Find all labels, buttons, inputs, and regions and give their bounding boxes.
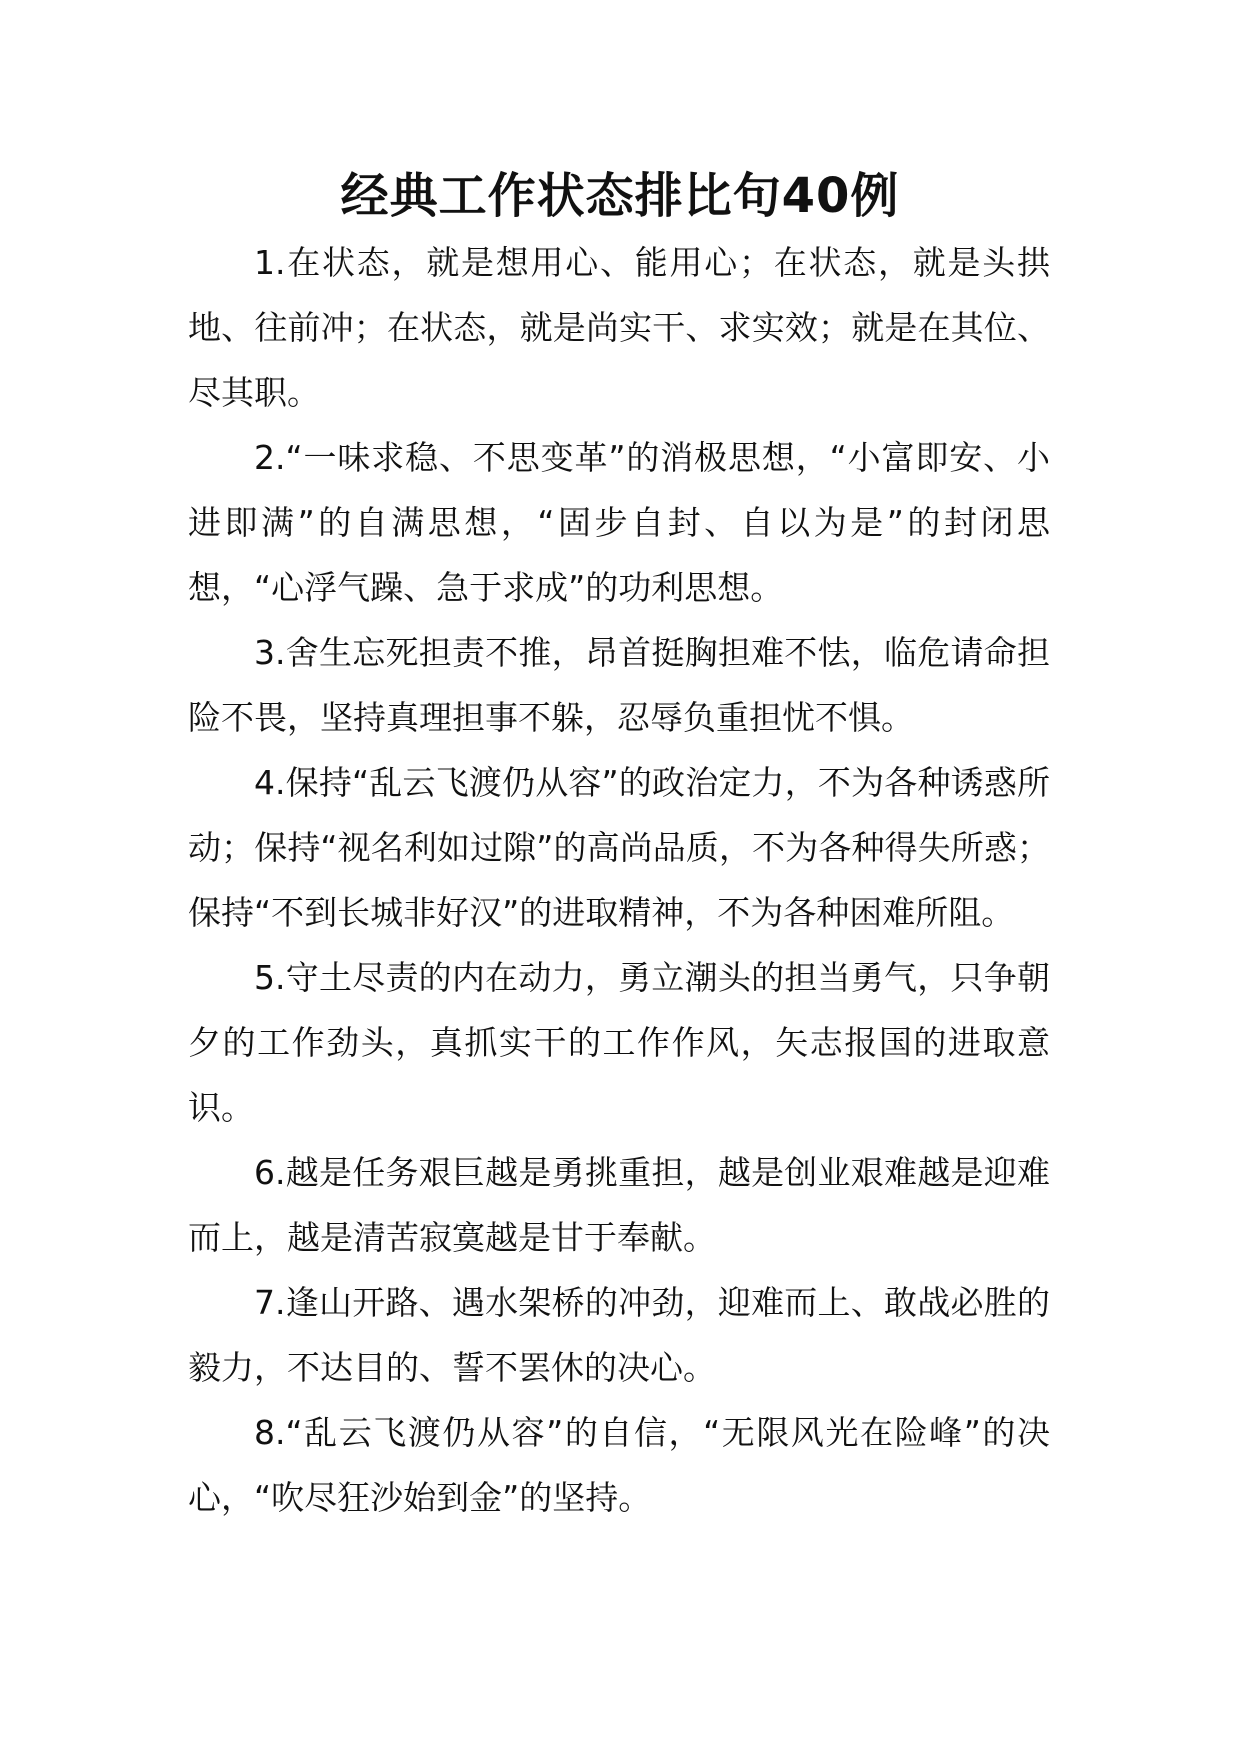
paragraph-8: 8.“乱云飞渡仍从容”的自信，“无限风光在险峰”的决心，“吹尽狂沙始到金”的坚持。 xyxy=(188,1413,1050,1517)
paragraph-5: 5.守土尽责的内在动力，勇立潮头的担当勇气，只争朝夕的工作劲头，真抓实干的工作作风，矢志报国的进取意识。 xyxy=(188,958,1050,1127)
document-title: 经典工作状态排比句40例 xyxy=(340,168,900,224)
document-body xyxy=(188,230,1050,1530)
paragraph-1: 1.在状态，就是想用心、能用心；在状态，就是头拱地、往前冲；在状态，就是尚实干、求实效；就是在其位、尽其职。 xyxy=(188,243,1050,412)
paragraph-4: 4.保持“乱云飞渡仍从容”的政治定力，不为各种诱惑所动；保持“视名利如过隙”的高尚品质，不为各种得失所惑；保持“不到长城非好汉”的进取精神，不为各种困难所阻。 xyxy=(188,763,1050,932)
paragraph-2: 2.“一味求稳、不思变革”的消极思想，“小富即安、小进即满”的自满思想，“固步自封、自以为是”的封闭思想，“心浮气躁、急于求成”的功利思想。 xyxy=(188,438,1050,607)
paragraph-6: 6.越是任务艰巨越是勇挑重担，越是创业艰难越是迎难而上，越是清苦寂寞越是甘于奉献。 xyxy=(188,1153,1050,1257)
paragraph-3: 3.舍生忘死担责不推，昂首挺胸担难不怯，临危请命担险不畏，坚持真理担事不躲，忍辱负重担忧不惧。 xyxy=(188,633,1050,737)
paragraph-7: 7.逢山开路、遇水架桥的冲劲，迎难而上、敢战必胜的毅力，不达目的、誓不罢休的决心。 xyxy=(188,1283,1050,1387)
